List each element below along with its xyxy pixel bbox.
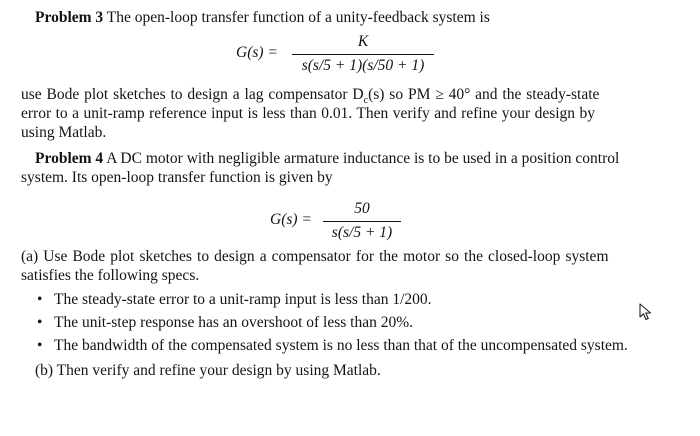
- problem3-eq-numerator: K: [357, 33, 369, 50]
- problem3-intro: The open-loop transfer function of a unity-feedback system is: [106, 9, 490, 26]
- problem4-intro: A DC motor with negligible armature inductance is to be used in a position control: [106, 150, 620, 167]
- bullet-marker: •: [37, 291, 43, 308]
- bullet-marker: •: [37, 314, 43, 331]
- problem4-part-b: (b) Then verify and refine your design by using Matlab.: [35, 362, 381, 379]
- problem4-first-line: [35, 150, 619, 168]
- problem4-part-a-line1: (a) Use Bode plot sketches to design a compensator for the motor so the closed-loop system: [21, 248, 609, 265]
- problem4-eq-numerator: 50: [354, 200, 370, 217]
- problem4-heading: Problem 4: [35, 150, 104, 167]
- problem3-heading: Problem 3: [35, 9, 104, 26]
- problem3-line1-text-b: (s) so PM ≥ 40° and the steady-state: [368, 86, 600, 103]
- spec-bullet-1: The steady-state error to a unit-ramp input is less than 1/200.: [54, 291, 432, 308]
- problem3-eq-lhs: G(s) =: [236, 44, 278, 61]
- problem4-part-a-line2: satisfies the following specs.: [21, 267, 200, 284]
- spec-bullet-2: The unit-step response has an overshoot of less than 20%.: [54, 314, 414, 331]
- mouse-pointer-icon: [639, 303, 653, 321]
- problem3-first-line: [35, 9, 490, 27]
- problem4-line2: system. Its open-loop transfer function is given by: [21, 169, 333, 186]
- bullet-marker: •: [37, 337, 43, 354]
- problem3-line3: using Matlab.: [21, 124, 107, 141]
- problem3-line1-subscript: c: [363, 95, 369, 107]
- problem4-eq-lhs: G(s) =: [270, 211, 312, 228]
- problem3-eq-denominator: s(s/5 + 1)(s/50 + 1): [301, 57, 425, 74]
- problem3-line1-text: use Bode plot sketches to design a lag compensator D: [21, 86, 364, 103]
- spec-bullet-3: The bandwidth of the compensated system is no less than that of the uncompensated system.: [54, 337, 628, 354]
- problem4-eq-denominator: s(s/5 + 1): [331, 224, 393, 241]
- problem4-eq-fraction-bar: [323, 221, 401, 222]
- problem3-eq-fraction-bar: [292, 54, 434, 55]
- problem3-line2: error to a unit-ramp reference input is less than 0.01. Then verify and refine your design by: [21, 105, 596, 122]
